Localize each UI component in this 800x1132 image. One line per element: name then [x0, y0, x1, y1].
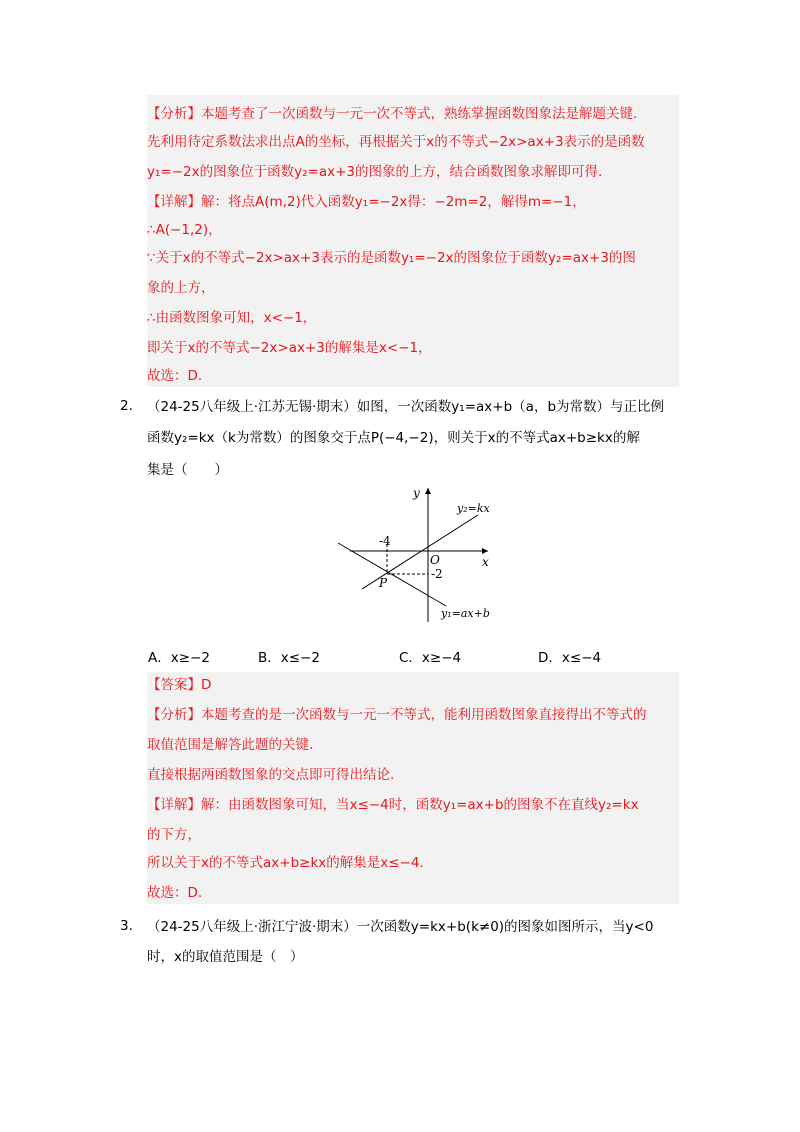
origin-label: O: [430, 553, 440, 567]
detail-line: 【详解】解：将点A(m,2)代入函数y₁=−2x得：−2m=2，解得m=−1，: [147, 194, 586, 210]
detail-line: 所以关于x的不等式ax+b≥kx的解集是x≤−4.: [147, 855, 424, 871]
point-label: P: [379, 576, 388, 590]
question-text: 函数y₂=kx（k为常数）的图象交于点P(−4,−2)，则关于x的不等式ax+b≥kx的解: [147, 430, 640, 446]
analysis-line: 【分析】本题考查了一次函数与一元一次不等式，熟练掌握函数图象法是解题关键.: [147, 106, 638, 122]
question-number: 3.: [120, 918, 133, 934]
question-text: 集是（ ）: [147, 462, 228, 478]
detail-line: 故选：D.: [147, 368, 203, 384]
y-axis-label: y: [413, 486, 420, 500]
option-d[interactable]: D．x≤−4: [538, 650, 602, 666]
detail-line: ∴由函数图象可知，x<−1，: [147, 310, 317, 326]
detail-line: 即关于x的不等式−2x>ax+3的解集是x<−1，: [147, 340, 432, 356]
detail-line: ∴A(−1,2)，: [147, 222, 222, 238]
detail-line: 故选：D.: [147, 885, 203, 901]
analysis-line: y₁=−2x的图象位于函数y₂=ax+3的图象的上方，结合函数图象求解即可得.: [147, 164, 603, 180]
x-tick-label: -4: [379, 534, 391, 548]
detail-line: 的下方，: [147, 827, 201, 843]
line-y1-label: y₁=ax+b: [441, 607, 490, 620]
detail-line: 【详解】解：由函数图象可知，当x≤−4时，函数y₁=ax+b的图象不在直线y₂=kx: [147, 797, 639, 813]
x-axis-label: x: [482, 555, 489, 569]
solution-block-2: [147, 672, 679, 904]
line-y2-label: y₂=kx: [457, 502, 490, 515]
detail-line: ∵关于x的不等式−2x>ax+3表示的是函数y₁=−2x的图象位于函数y₂=ax+3的图: [147, 250, 636, 266]
question-number: 2.: [120, 398, 133, 414]
function-graph: [330, 482, 500, 627]
question-text: （24-25八年级上·浙江宁波·期末）一次函数y=kx+b(k≠0)的图象如图所示，当y<0: [147, 919, 654, 935]
analysis-line: 先利用待定系数法求出点A的坐标，再根据关于x的不等式−2x>ax+3表示的是函数: [147, 134, 645, 150]
question-text: （24-25八年级上·江苏无锡·期末）如图，一次函数y₁=ax+b（a，b为常数）与正比例: [147, 399, 665, 415]
y-tick-label: -2: [431, 567, 443, 581]
solution-block-1: [147, 95, 679, 387]
analysis-line: 取值范围是解答此题的关键.: [147, 737, 314, 753]
option-c[interactable]: C．x≥−4: [399, 650, 462, 666]
option-b[interactable]: B．x≤−2: [258, 650, 320, 666]
analysis-line: 【分析】本题考查的是一次函数与一元一不等式，能利用函数图象直接得出不等式的: [147, 707, 647, 723]
question-text: 时，x的取值范围是（ ）: [147, 949, 304, 965]
analysis-line: 直接根据两函数图象的交点即可得出结论.: [147, 767, 395, 783]
answer-line: 【答案】D: [147, 677, 212, 693]
detail-line: 象的上方，: [147, 280, 215, 296]
option-a[interactable]: A．x≥−2: [148, 650, 210, 666]
